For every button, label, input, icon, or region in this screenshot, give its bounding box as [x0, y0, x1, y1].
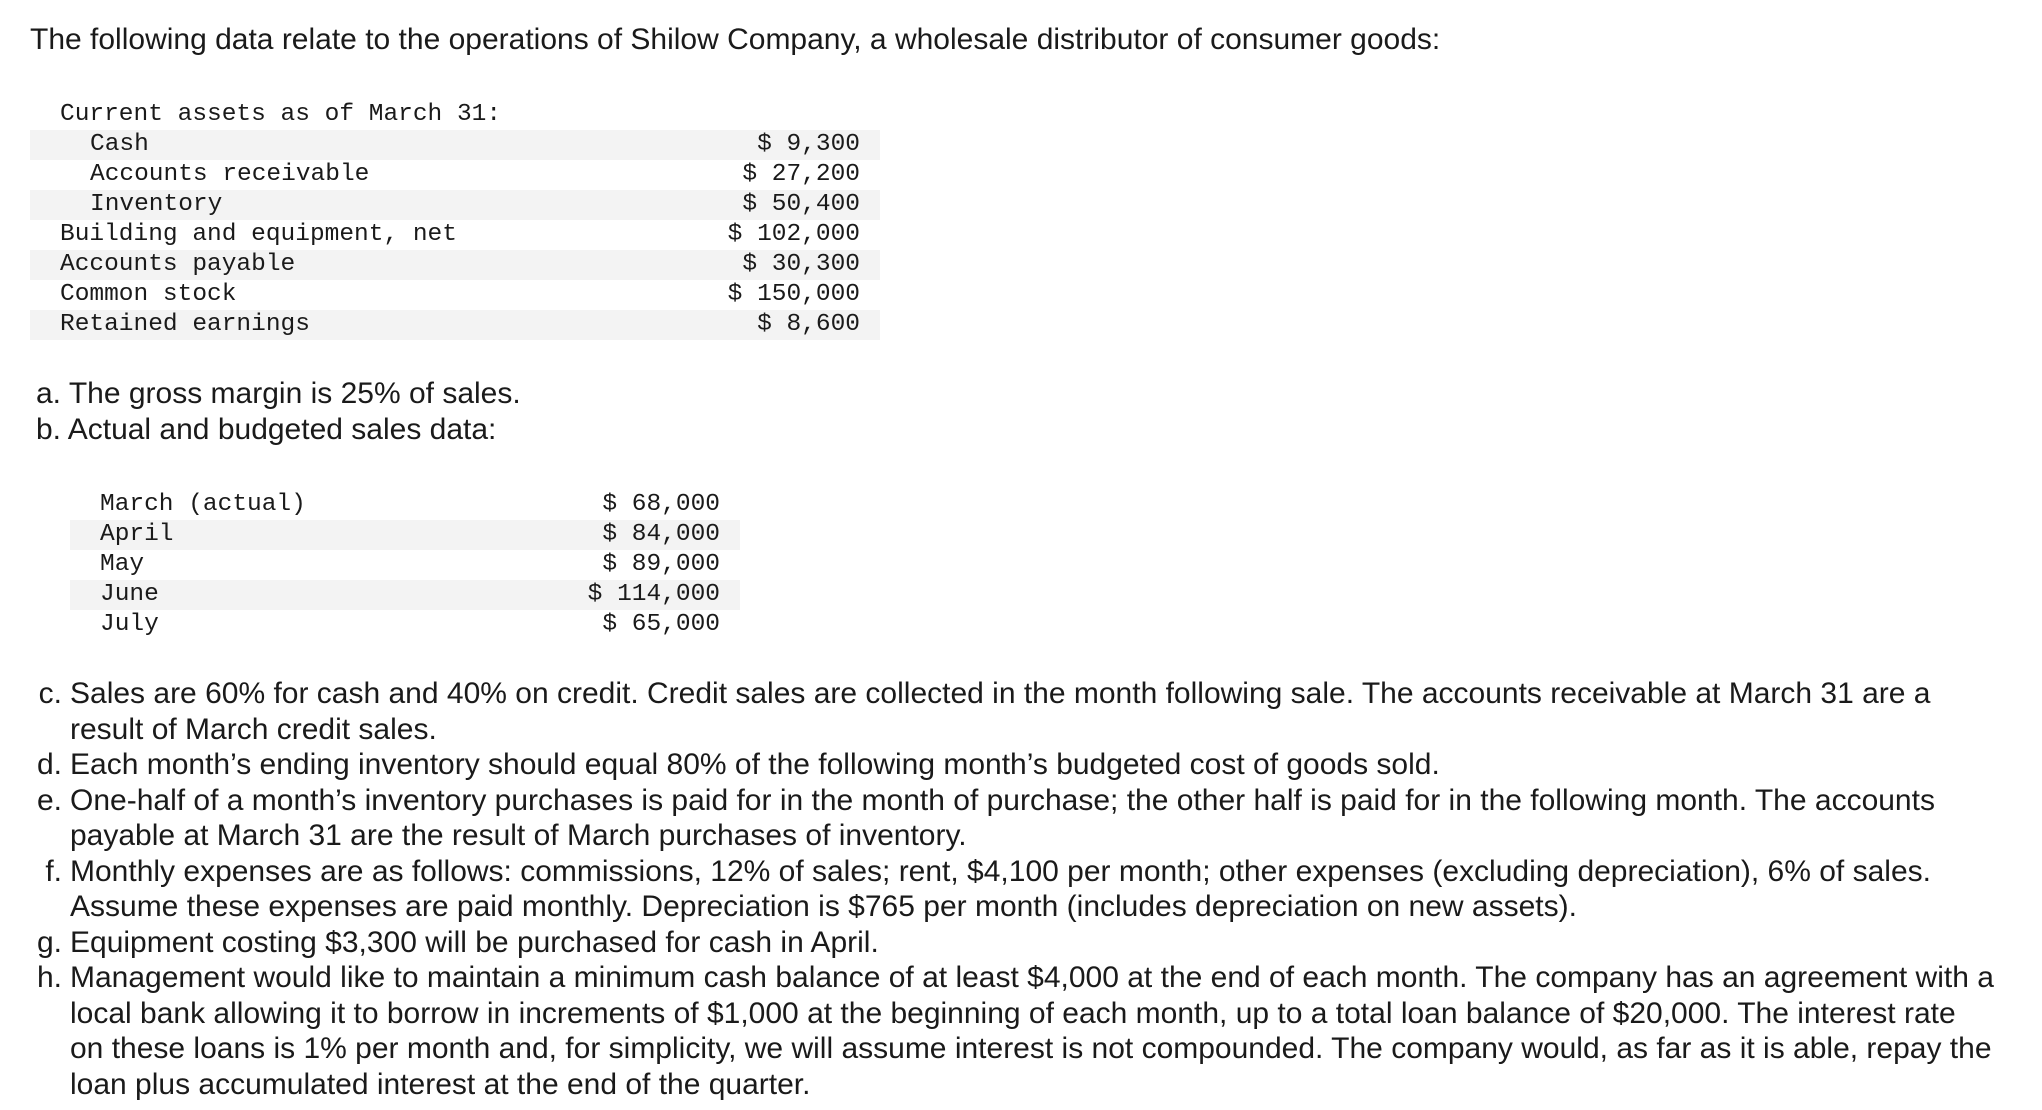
table-row — [70, 490, 740, 520]
row-value: $ 50,400 — [660, 190, 880, 220]
table-row — [30, 220, 880, 250]
current-assets-heading: Current assets as of March 31: — [60, 101, 502, 128]
item-text: The gross margin is 25% of sales. — [68, 377, 521, 410]
item-text: One-half of a month’s inventory purchases is paid for in the month of purchase; the other half is paid for in the following month. The accounts payable at March 31 are the result of March purchases of inventory. — [70, 783, 1935, 852]
item-marker: e. — [36, 783, 62, 817]
list-item — [36, 925, 1996, 961]
item-text: Each month’s ending inventory should equal 80% of the following month’s budgeted cost of goods sold. — [70, 748, 1440, 781]
item-marker: h. — [36, 961, 62, 994]
table-row — [30, 190, 880, 220]
list-item — [36, 412, 521, 448]
row-label: May — [100, 551, 145, 578]
criteria-ab-list — [36, 376, 521, 448]
table-row — [30, 130, 880, 160]
row-label: July — [100, 611, 159, 638]
item-text: Equipment costing $3,300 will be purchased for cash in April. — [70, 925, 879, 959]
row-label: June — [70, 580, 550, 610]
item-marker: f. — [45, 854, 62, 888]
row-value: $ 65,000 — [602, 611, 720, 638]
criteria-ch-list — [36, 676, 1996, 1102]
row-label: Common stock — [60, 281, 237, 308]
row-label: Retained earnings — [30, 310, 660, 340]
row-value: $ 27,200 — [742, 161, 860, 188]
current-assets-table — [30, 100, 880, 340]
list-item — [36, 747, 1996, 783]
list-item — [36, 676, 1996, 747]
item-marker: a. — [36, 377, 62, 410]
list-item — [36, 376, 521, 412]
item-marker: g. — [36, 925, 62, 959]
table-row — [30, 250, 880, 280]
row-label: Cash — [30, 130, 660, 160]
row-value: $ 114,000 — [550, 580, 740, 610]
row-label: March (actual) — [100, 491, 306, 518]
sales-data-table — [70, 490, 740, 640]
item-marker: c. — [38, 677, 62, 710]
item-text: Monthly expenses are as follows: commissions, 12% of sales; rent, $4,100 per month; other expenses (excluding depreciation), 6% of sales. Assume these expenses are paid monthly. Depreciation is $765 per month (includes depreciation on new assets). — [70, 854, 1931, 923]
row-label: Accounts payable — [30, 250, 660, 280]
table-row — [70, 610, 740, 640]
table-row — [70, 580, 740, 610]
table-row — [30, 160, 880, 190]
list-item — [36, 960, 1996, 1102]
current-assets-rows — [30, 130, 880, 340]
item-marker: d. — [36, 748, 62, 781]
table-row — [70, 550, 740, 580]
row-value: $ 9,300 — [660, 130, 880, 160]
list-item — [36, 854, 1996, 925]
list-item — [36, 783, 1996, 854]
row-value: $ 150,000 — [727, 281, 860, 308]
table-row — [70, 520, 740, 550]
row-label: Accounts receivable — [90, 161, 370, 188]
row-value: $ 68,000 — [602, 491, 720, 518]
table-row — [30, 310, 880, 340]
row-label: Inventory — [30, 190, 660, 220]
sales-data-rows — [70, 490, 740, 640]
item-text: Sales are 60% for cash and 40% on credit. Credit sales are collected in the month following sale. The accounts receivable at March 31 are a result of March credit sales. — [70, 677, 1931, 746]
intro-text: The following data relate to the operations of Shilow Company, a wholesale distributor of consumer goods: — [30, 23, 1441, 56]
item-text: Management would like to maintain a minimum cash balance of at least $4,000 at the end of each month. The company has an agreement with a local bank allowing it to borrow in increments of $1,000 at the beginning of each month, up to a total loan balance of $20,000. The interest rate on these loans is 1% per month and, for simplicity, we will assume interest is not compounded. The company would, as far as it is able, repay the loan plus accumulated interest at the end of the quarter. — [70, 961, 1994, 1101]
row-value: $ 89,000 — [602, 551, 720, 578]
item-marker: b. — [36, 413, 62, 446]
row-value: $ 84,000 — [550, 520, 740, 550]
row-value: $ 30,300 — [660, 250, 880, 280]
row-value: $ 102,000 — [727, 221, 860, 248]
row-label: April — [70, 520, 550, 550]
row-value: $ 8,600 — [660, 310, 880, 340]
table-row — [30, 280, 880, 310]
row-label: Building and equipment, net — [60, 221, 457, 248]
item-text: Actual and budgeted sales data: — [67, 413, 497, 446]
